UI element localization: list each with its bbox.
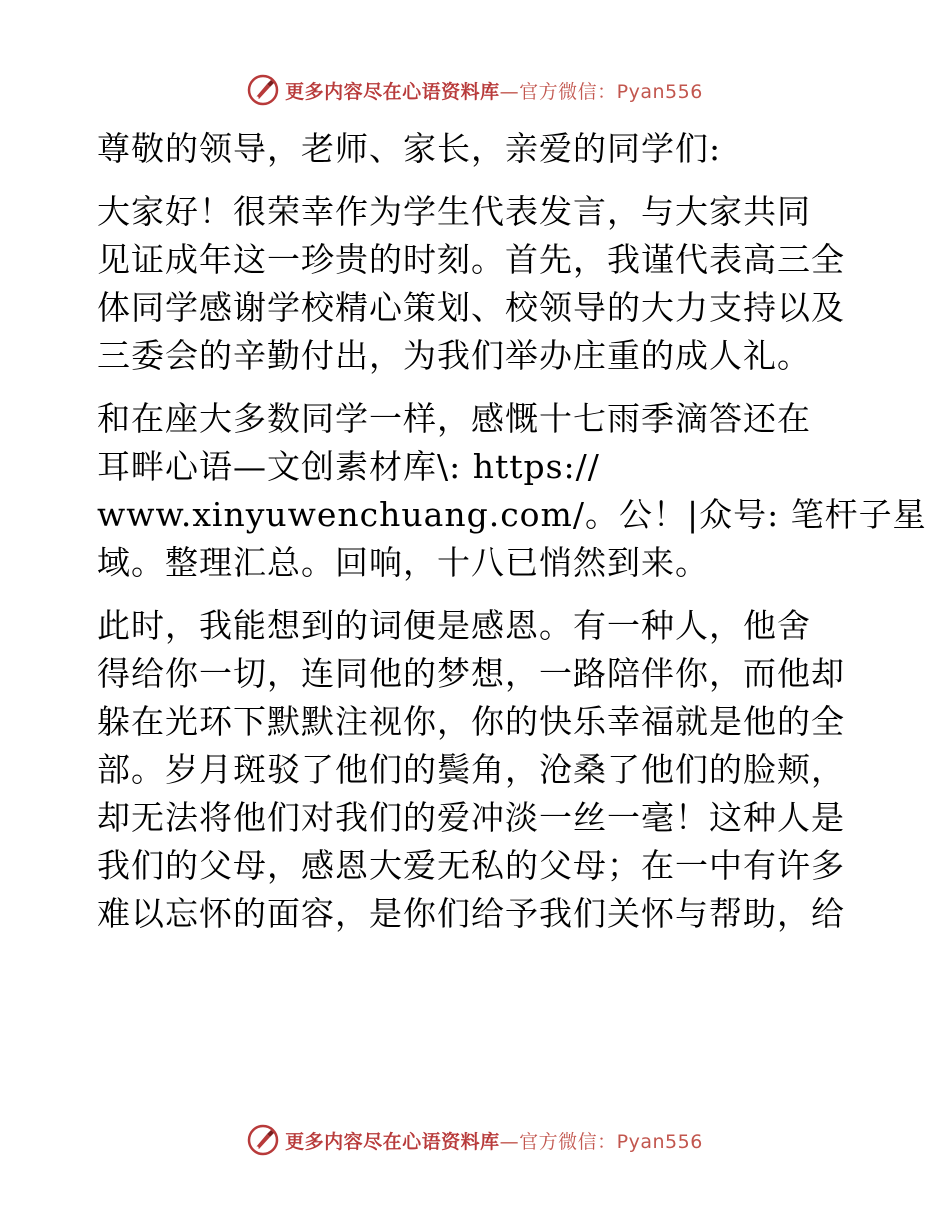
header-watermark-banner — [0, 68, 950, 112]
text-line: 尊敬的领导，老师、家长，亲爱的同学们: — [97, 129, 722, 168]
document-body — [97, 125, 927, 953]
text-line: 躲在光环下默默注视你，你的快乐幸福就是他的全 — [97, 702, 845, 741]
text-line: 我们的父母，感恩大爱无私的父母；在一中有许多 — [97, 846, 845, 885]
text-line: 却无法将他们对我们的爱冲淡一丝一毫！这种人是 — [97, 798, 845, 837]
text-line: 部。岁月斑驳了他们的鬓角，沧桑了他们的脸颊， — [97, 750, 845, 789]
paragraph-reflection — [97, 395, 927, 587]
text-line: 体同学感谢学校精心策划、校领导的大力支持以及 — [97, 288, 845, 327]
text-line: www.xinyuwenchuang.com/。公！|众号: 笔杆子星 — [97, 495, 927, 534]
text-line: 得给你一切，连同他的梦想，一路陪伴你，而他却 — [97, 654, 845, 693]
paragraph-gratitude — [97, 602, 857, 938]
text-line: 难以忘怀的面容，是你们给予我们关怀与帮助，给 — [97, 894, 845, 933]
text-line: 见证成年这一珍贵的时刻。首先，我谨代表高三全 — [97, 240, 845, 279]
paragraph-greeting — [97, 125, 857, 173]
banner-text: 更多内容尽在心语资料库—官方微信：Pyan556 — [285, 80, 703, 103]
banner-text: 更多内容尽在心语资料库—官方微信：Pyan556 — [285, 1130, 703, 1153]
paragraph-intro — [97, 188, 857, 380]
text-line: 大家好！很荣幸作为学生代表发言，与大家共同 — [97, 192, 811, 231]
text-line: 三委会的辛勤付出，为我们举办庄重的成人礼。 — [97, 336, 811, 375]
text-line: 此时，我能想到的词便是感恩。有一种人，他舍 — [97, 606, 811, 645]
text-line: 和在座大多数同学一样，感慨十七雨季滴答还在 — [97, 399, 811, 438]
text-line: 耳畔心语—文创素材库\: https:// — [97, 447, 600, 486]
pen-logo-icon — [247, 74, 279, 106]
pen-logo-icon — [247, 1124, 279, 1156]
footer-watermark-banner — [0, 1118, 950, 1162]
text-line: 域。整理汇总。回响，十八已悄然到来。 — [97, 543, 709, 582]
